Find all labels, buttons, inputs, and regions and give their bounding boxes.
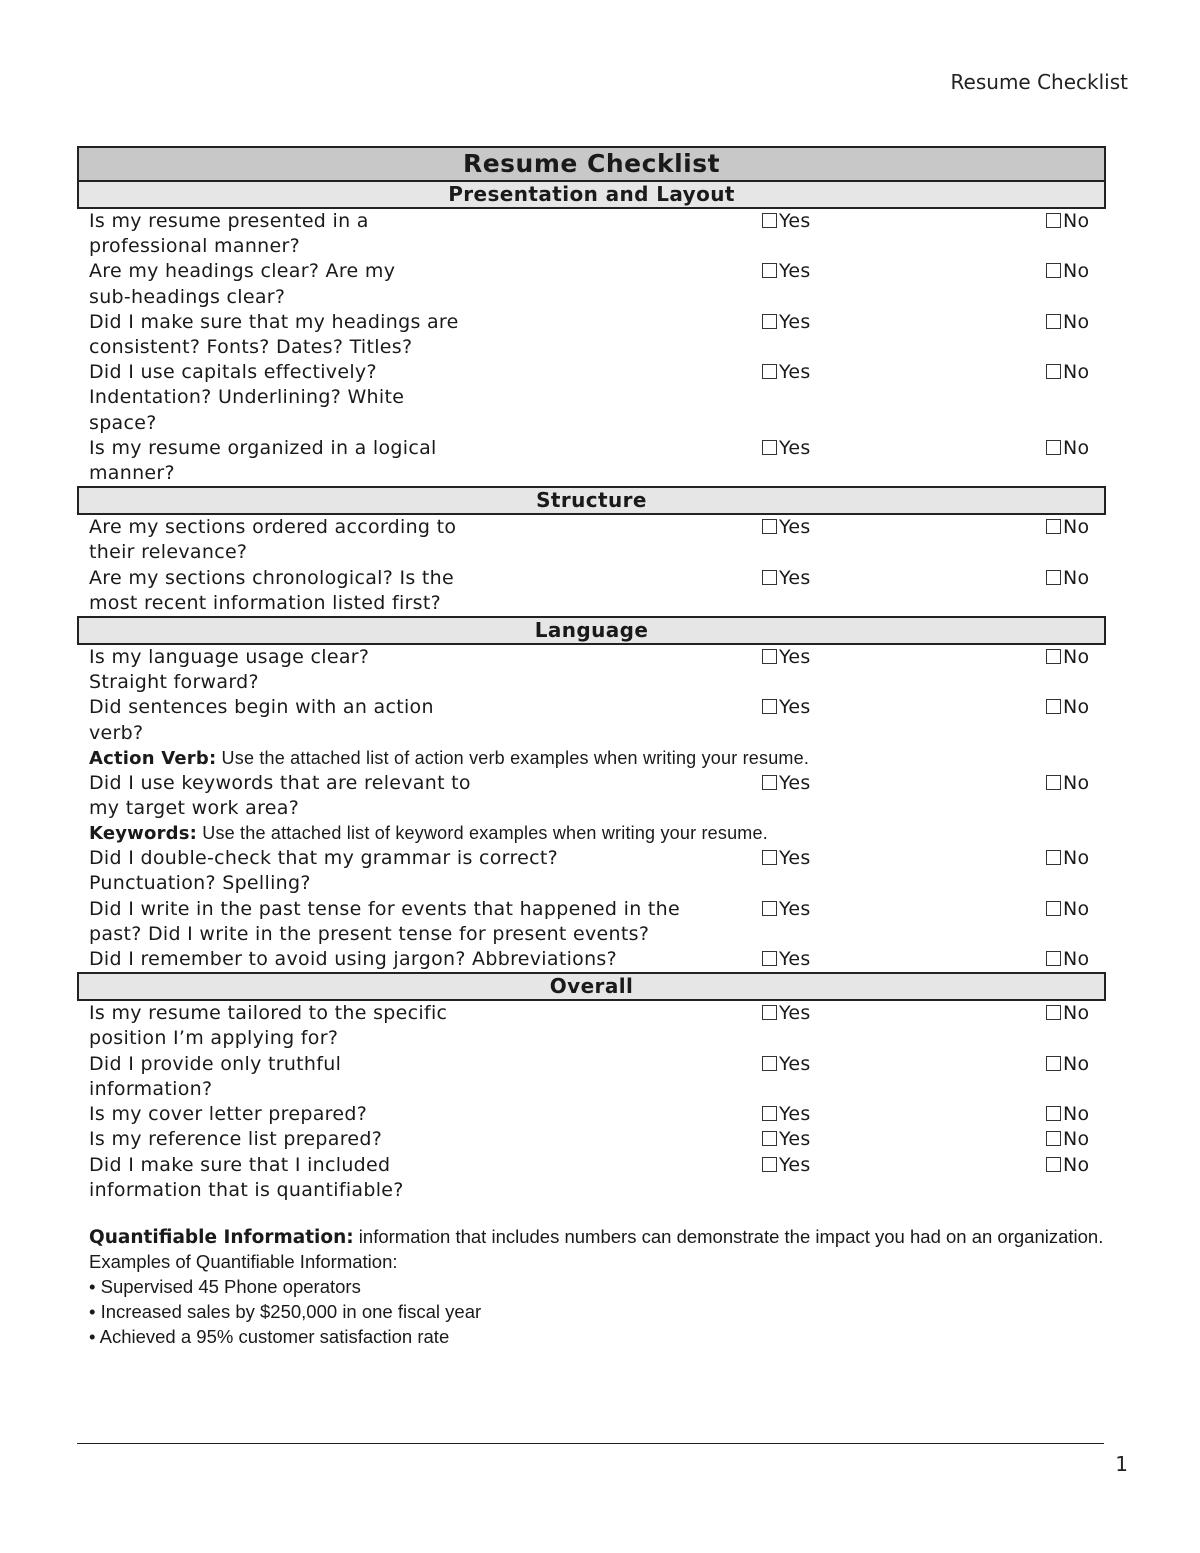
question-text: Are my sections chronological? Is the most recent information listed first? <box>89 566 455 614</box>
no-option[interactable] <box>1046 1001 1089 1026</box>
example-text: Increased sales by $250,000 in one fiscal year <box>100 1300 482 1322</box>
checklist-row <box>77 1052 1106 1102</box>
no-option[interactable] <box>1046 1153 1089 1178</box>
quantifiable-text: information that includes numbers can demonstrate the impact you had on an organization. <box>353 1225 1104 1247</box>
checklist-row <box>77 436 1106 486</box>
yes-option[interactable] <box>762 1001 811 1026</box>
note-label: Keywords: <box>89 823 198 845</box>
note-text: Use the attached list of action verb examples when writing your resume. <box>216 747 810 768</box>
no-option[interactable] <box>1046 771 1089 796</box>
checkbox-icon[interactable] <box>1046 850 1061 865</box>
no-label: No <box>1063 260 1090 283</box>
question-text: Did I make sure that I included information that is quantifiable? <box>89 1153 404 1201</box>
no-option[interactable] <box>1046 645 1089 670</box>
yes-option[interactable] <box>762 1127 811 1152</box>
question-text: Did I remember to avoid using jargon? Abbreviations? <box>89 948 618 971</box>
checkbox-icon[interactable] <box>1046 649 1061 664</box>
checkbox-icon[interactable] <box>762 314 777 329</box>
example-item: • Achieved a 95% customer satisfaction rate <box>89 1325 450 1347</box>
checkbox-icon[interactable] <box>762 649 777 664</box>
yes-label: Yes <box>779 847 811 870</box>
yes-label: Yes <box>779 1153 811 1176</box>
checkbox-icon[interactable] <box>762 951 777 966</box>
quantifiable-definition <box>89 1225 1106 1250</box>
example-text: Achieved a 95% customer satisfaction rate <box>99 1325 450 1347</box>
no-label: No <box>1063 646 1090 669</box>
checkbox-icon[interactable] <box>1046 1157 1061 1172</box>
question-text: Did sentences begin with an action verb? <box>89 696 434 744</box>
yes-option[interactable] <box>762 566 811 591</box>
checklist-row <box>77 566 1106 616</box>
checkbox-icon[interactable] <box>1046 699 1061 714</box>
no-option[interactable] <box>1046 209 1089 234</box>
footer-divider <box>77 1443 1104 1444</box>
question-text: Did I use capitals effectively? Indentation? Underlining? White space? <box>89 361 405 434</box>
no-option[interactable] <box>1046 310 1089 335</box>
no-option[interactable] <box>1046 947 1089 972</box>
checkbox-icon[interactable] <box>762 364 777 379</box>
checkbox-icon[interactable] <box>1046 775 1061 790</box>
question-text: Is my resume organized in a logical manner? <box>89 436 437 485</box>
yes-label: Yes <box>779 897 811 920</box>
checklist-title: Resume Checklist <box>77 146 1106 182</box>
no-label: No <box>1063 897 1090 920</box>
no-label: No <box>1063 310 1090 333</box>
yes-label: Yes <box>779 310 811 333</box>
section-heading-language: Language <box>77 616 1106 645</box>
action-verb-note <box>89 746 1106 771</box>
yes-option[interactable] <box>762 1153 811 1178</box>
no-label: No <box>1063 696 1090 719</box>
yes-option[interactable] <box>762 695 811 720</box>
yes-option[interactable] <box>762 515 811 540</box>
yes-option[interactable] <box>762 771 811 796</box>
yes-label: Yes <box>779 361 811 384</box>
yes-label: Yes <box>779 210 811 232</box>
no-label: No <box>1063 516 1090 539</box>
checkbox-icon[interactable] <box>762 1106 777 1121</box>
checklist-row <box>77 645 1106 695</box>
question-text: Did I double-check that my grammar is correct? Punctuation? Spelling? <box>89 847 559 895</box>
checkbox-icon[interactable] <box>1046 901 1061 916</box>
yes-label: Yes <box>779 646 811 669</box>
page-number: 1 <box>1115 1452 1128 1476</box>
yes-label: Yes <box>779 436 811 459</box>
yes-option[interactable] <box>762 1052 811 1077</box>
no-label: No <box>1063 1002 1090 1025</box>
checklist-row <box>77 1153 1106 1203</box>
yes-label: Yes <box>779 516 811 539</box>
checklist-row <box>77 846 1106 896</box>
checklist-row <box>77 1127 1106 1152</box>
yes-label: Yes <box>779 696 811 719</box>
checkbox-icon[interactable] <box>762 263 777 278</box>
checklist-row <box>77 259 1106 309</box>
yes-label: Yes <box>779 1103 811 1126</box>
yes-option[interactable] <box>762 846 811 871</box>
question-text: Is my cover letter prepared? <box>89 1103 368 1126</box>
yes-option[interactable] <box>762 310 811 335</box>
checkbox-icon[interactable] <box>1046 263 1061 278</box>
no-option[interactable] <box>1046 436 1089 461</box>
yes-label: Yes <box>779 771 811 794</box>
question-text: Are my headings clear? Are my sub-headings clear? <box>89 260 396 308</box>
examples-heading: Examples of Quantifiable Information: <box>89 1250 398 1272</box>
no-option[interactable] <box>1046 1102 1089 1127</box>
checklist-row <box>77 695 1106 745</box>
checklist-row <box>77 310 1106 360</box>
checklist-document <box>77 146 1106 1349</box>
checkbox-icon[interactable] <box>1046 570 1061 585</box>
no-option[interactable] <box>1046 1052 1089 1077</box>
checkbox-icon[interactable] <box>1046 440 1061 455</box>
no-label: No <box>1063 948 1090 971</box>
example-item: • Increased sales by $250,000 in one fiscal year <box>89 1300 482 1322</box>
section-heading-presentation: Presentation and Layout <box>77 182 1106 209</box>
yes-option[interactable] <box>762 645 811 670</box>
question-text: Is my resume tailored to the specific position I’m applying for? <box>89 1002 448 1050</box>
yes-option[interactable] <box>762 1102 811 1127</box>
yes-option[interactable] <box>762 209 811 234</box>
yes-option[interactable] <box>762 360 811 385</box>
checklist-row <box>77 209 1106 259</box>
checkbox-icon[interactable] <box>762 699 777 714</box>
no-option[interactable] <box>1046 897 1089 922</box>
question-text: Is my reference list prepared? <box>89 1128 383 1151</box>
question-text: Did I write in the past tense for events that happened in the past? Did I write in the present tense for present events? <box>89 897 680 945</box>
yes-option[interactable] <box>762 897 811 922</box>
no-option[interactable] <box>1046 1127 1089 1152</box>
no-option[interactable] <box>1046 515 1089 540</box>
question-text: Did I use keywords that are relevant to my target work area? <box>89 771 471 820</box>
yes-option[interactable] <box>762 436 811 461</box>
question-text: Is my language usage clear? Straight forward? <box>89 646 370 694</box>
checkbox-icon[interactable] <box>1046 951 1061 966</box>
section-heading-overall: Overall <box>77 972 1106 1001</box>
checkbox-icon[interactable] <box>762 1005 777 1020</box>
checklist-row <box>77 515 1106 565</box>
checkbox-icon[interactable] <box>762 1131 777 1146</box>
checkbox-icon[interactable] <box>1046 1106 1061 1121</box>
yes-label: Yes <box>779 948 811 971</box>
checkbox-icon[interactable] <box>762 1157 777 1172</box>
no-label: No <box>1063 1128 1090 1151</box>
yes-label: Yes <box>779 1002 811 1025</box>
yes-label: Yes <box>779 1128 811 1151</box>
no-label: No <box>1063 771 1090 794</box>
quantifiable-info-block <box>89 1225 1106 1349</box>
checkbox-icon[interactable] <box>762 901 777 916</box>
checkbox-icon[interactable] <box>762 570 777 585</box>
checkbox-icon[interactable] <box>762 775 777 790</box>
question-text: Is my resume presented in a professional manner? <box>89 210 369 258</box>
checklist-row <box>77 360 1106 436</box>
checkbox-icon[interactable] <box>1046 1131 1061 1146</box>
checklist-row <box>77 771 1106 821</box>
no-label: No <box>1063 1052 1090 1075</box>
yes-label: Yes <box>779 566 811 589</box>
checkbox-icon[interactable] <box>1046 519 1061 534</box>
section-heading-structure: Structure <box>77 486 1106 515</box>
no-label: No <box>1063 361 1090 384</box>
checklist-row <box>77 897 1106 947</box>
checkbox-icon[interactable] <box>762 1056 777 1071</box>
checkbox-icon[interactable] <box>762 213 777 228</box>
question-text: Did I make sure that my headings are consistent? Fonts? Dates? Titles? <box>89 310 459 359</box>
no-option[interactable] <box>1046 360 1089 385</box>
no-label: No <box>1063 566 1090 589</box>
checkbox-icon[interactable] <box>1046 1056 1061 1071</box>
no-label: No <box>1063 210 1090 232</box>
quantifiable-label: Quantifiable Information: <box>89 1226 354 1248</box>
no-option[interactable] <box>1046 566 1089 591</box>
question-text: Are my sections ordered according to their relevance? <box>89 516 457 564</box>
checklist-row <box>77 1001 1106 1051</box>
no-option[interactable] <box>1046 259 1089 284</box>
no-label: No <box>1063 1103 1090 1126</box>
checklist-row <box>77 947 1106 972</box>
yes-option[interactable] <box>762 259 811 284</box>
keywords-note <box>89 821 1106 846</box>
example-text: Supervised 45 Phone operators <box>100 1275 361 1297</box>
no-label: No <box>1063 436 1090 459</box>
checkbox-icon[interactable] <box>762 850 777 865</box>
checkbox-icon[interactable] <box>1046 1005 1061 1020</box>
note-label: Action Verb: <box>89 747 217 769</box>
yes-label: Yes <box>779 1052 811 1075</box>
running-header-title: Resume Checklist <box>950 70 1128 94</box>
checkbox-icon[interactable] <box>762 519 777 534</box>
example-item: • Supervised 45 Phone operators <box>89 1275 361 1297</box>
note-text: Use the attached list of keyword examples when writing your resume. <box>197 823 768 844</box>
checkbox-icon[interactable] <box>1046 213 1061 228</box>
no-label: No <box>1063 1153 1090 1176</box>
checkbox-icon[interactable] <box>762 440 777 455</box>
question-text: Did I provide only truthful information? <box>89 1052 342 1100</box>
no-option[interactable] <box>1046 846 1089 871</box>
checkbox-icon[interactable] <box>1046 364 1061 379</box>
checkbox-icon[interactable] <box>1046 314 1061 329</box>
no-option[interactable] <box>1046 695 1089 720</box>
no-label: No <box>1063 847 1090 870</box>
yes-label: Yes <box>779 260 811 283</box>
checklist-row <box>77 1102 1106 1127</box>
yes-option[interactable] <box>762 947 811 972</box>
